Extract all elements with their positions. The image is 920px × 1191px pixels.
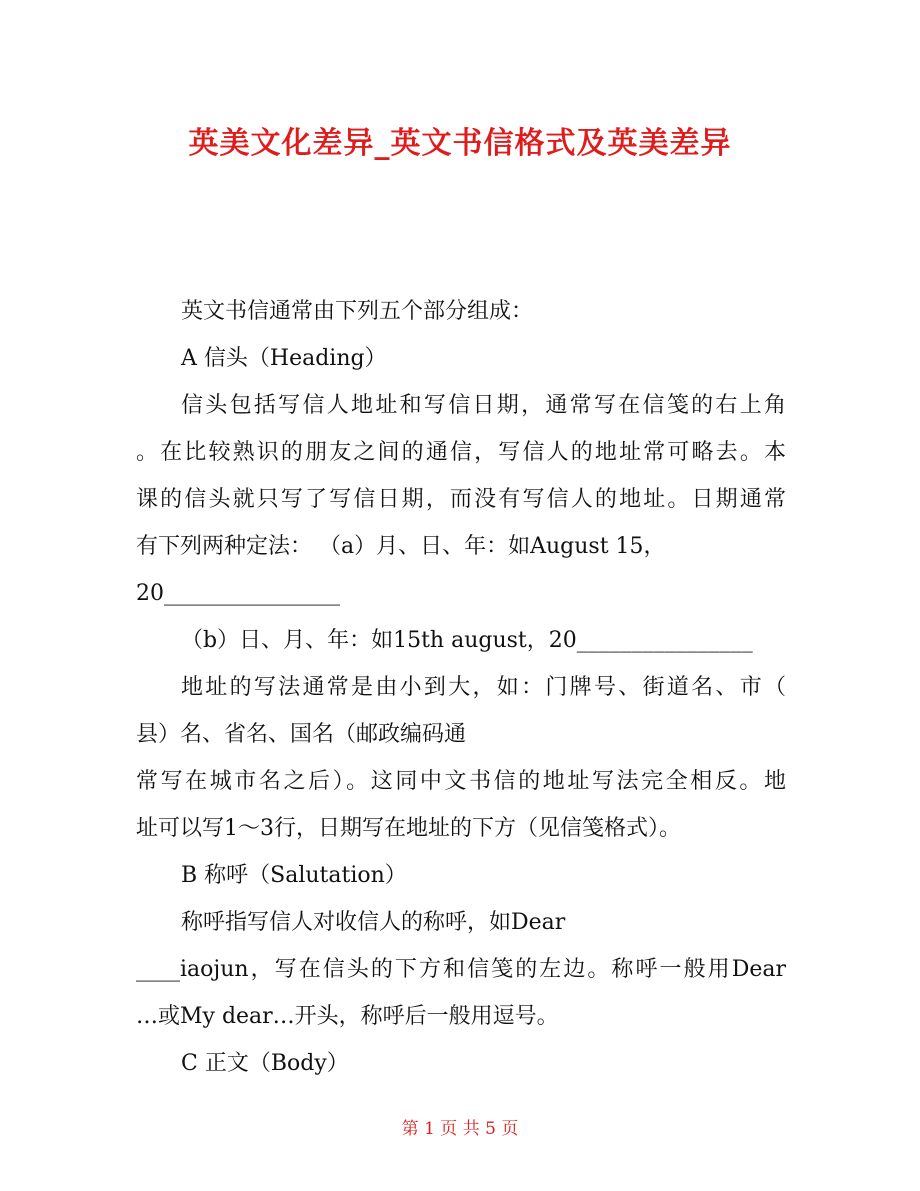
page-number-footer: 第 1 页 共 5 页	[401, 1119, 519, 1139]
paragraph-line: 有下列两种定法： （a）月、日、年：如August 15，	[136, 534, 666, 559]
paragraph-line: 址可以写1～3行，日期写在地址的下方（见信笺格式）。	[136, 816, 681, 841]
paragraph-line: 县）名、省名、国名（邮政编码通	[136, 722, 467, 747]
section-heading-heading: A 信头（Heading）	[181, 346, 387, 371]
paragraph-line: 地址的写法通常是由小到大，如：门牌号、街道名、市（	[181, 675, 786, 700]
paragraph-line: …或My dear…开头，称呼后一般用逗号。	[136, 1004, 559, 1029]
document-title: 英美文化差异_英文书信格式及英美差异	[188, 126, 732, 161]
section-heading-salutation: B 称呼（Salutation）	[181, 863, 407, 888]
paragraph-line: 课的信头就只写了写信日期，而没有写信人的地址。日期通常	[136, 487, 786, 512]
paragraph-line: 英文书信通常由下列五个部分组成：	[181, 299, 534, 324]
paragraph-line: 。在比较熟识的朋友之间的通信，写信人的地址常可略去。本	[136, 440, 786, 465]
paragraph-line: 20________________	[136, 581, 340, 606]
document-body	[136, 292, 786, 1091]
paragraph-line: 常写在城市名之后）。这同中文书信的地址写法完全相反。地	[136, 769, 786, 794]
section-heading-body: C 正文（Body）	[181, 1051, 349, 1076]
paragraph-line: 称呼指写信人对收信人的称呼，如Dear	[181, 910, 566, 935]
paragraph-line: 信头包括写信人地址和写信日期，通常写在信笺的右上角	[181, 393, 786, 418]
paragraph-line: （b）日、月、年：如15th august，20________________	[181, 628, 753, 653]
paragraph-line: ____iaojun，写在信头的下方和信笺的左边。称呼一般用Dear	[136, 957, 786, 982]
